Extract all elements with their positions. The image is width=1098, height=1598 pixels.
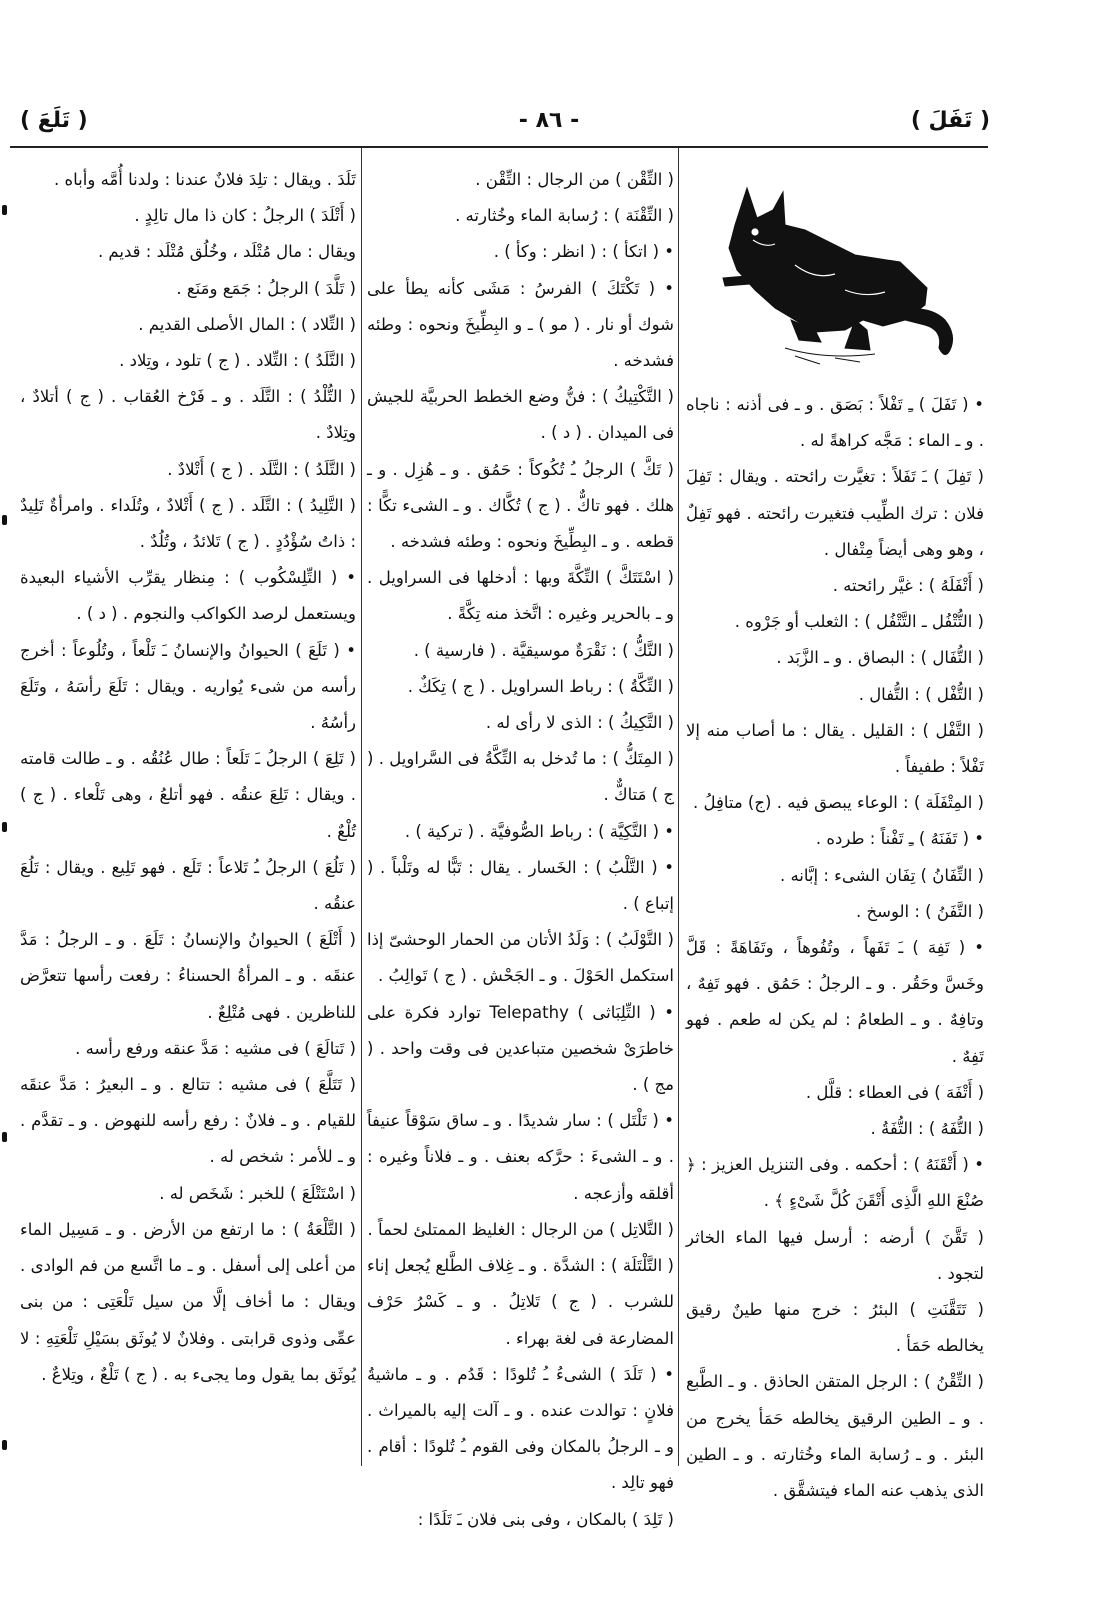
entry: ( التِّلاد ) : المال الأصلى القديم .	[138, 314, 356, 334]
entry: ( تَلِدَ ) بالمكان ، وفى بنى فلان ـَ تَلَدًا :	[417, 1509, 674, 1529]
entry: • ( تَلَعَ ) الحيوانُ والإنسانُ ـَ تَلْعاً ، وتُلُوعاً : أخرج رأسه من شىء يُواريه . ويقال : تَلَعَ رأسَهُ ، وتَلَعَ رأسُهُ .	[20, 640, 356, 733]
entry: ( التِّقْنُ ) : الرجل المتقن الحاذق . و ـ الطَّبع . و ـ الطين الرقيق يخالطه حَمَأ يخرج من البئر . و ـ رُسابة الماء وخُثارته . و ـ الطين الذى يذهب عنه الماء فيتشقَّق .	[686, 1372, 984, 1501]
entry: ( التَّلَدُ ) : التِّلاد . ( ج ) تلود ، وتِلاد .	[119, 351, 356, 371]
entry: ( التُّتْفُل ـ التَّتْفُل ) : الثعلب أو جَرْوه .	[734, 612, 984, 632]
entry: ( التَّلِيدُ ) : التَّلَد . ( ج ) أَتْلادٌ ، وتُلَداء . وامرأةٌ تَلِيدٌ : ذاتُ سُؤْدُدٍ . ( ج ) تَلائدُ ، وتُلُدٌ .	[20, 495, 356, 552]
entry: ( التُّفَهُ ) : التُّفَةُ .	[870, 1119, 984, 1139]
entry: ( التَّلْتَلَة ) : الشدَّة . و ـ غِلاف الطَّلع يُجعل إناء للشرب . ( ج ) تَلاتِلُ . و ـ كَسْرُ حَرْف المضارعة فى لغة بهراء .	[367, 1256, 674, 1348]
entry: ( التِّفَانُ ) تِفَان الشىء : إبَّانه .	[779, 865, 984, 885]
header-left-entry: ( تَلَعَ )	[20, 108, 88, 133]
column-left	[20, 162, 356, 1467]
entry: • ( أَتْقَنَهُ ) : أحكمه . وفى التنزيل العزيز : ﴿ صُنْعَ اللهِ الَّذِى أَتْقَنَ كُلَّ شَىْءٍ ﴾ .	[686, 1155, 984, 1211]
entry: ( تَلُعَ ) الرجلُ ـُ تَلاعاً : تَلَع . فهو تَلِيع . ويقال : تَلُعَ عنقُه .	[20, 857, 356, 914]
entry: ( المِتْفَلَة ) : الوعاء يبصق فيه . (ج) متافِلُ .	[692, 793, 984, 813]
entry: • ( التِّلِسْكُوب ) : مِنظار يقرِّب الأشياء البعيدة ويستعمل لرصد الكواكب والنجوم . ( د ) .	[20, 568, 356, 624]
header-right-entry: ( تَفَلَ )	[910, 108, 990, 133]
entry: ( تَفِلَ ) ـَ تَفَلاً : تغيَّرت رائحته . ويقال : تَفِلَ فلان : ترك الطِّيب فتغيرت رائحته . فهو تَفِلٌ ، وهو وهى أيضاً مِتْفال .	[686, 467, 984, 559]
entry: ( تَقَّنَ ) أرضه : أرسل فيها الماء الخاثر لتجود .	[686, 1227, 984, 1283]
entry: ( التَّلاتِل ) من الرجال : الغليظ الممتلئ لحماً .	[367, 1219, 674, 1239]
entry: ( تَتَلَّعَ ) فى مشيه : تتالع . و ـ البعيرُ : مَدَّ عنقَه للقيام . و ـ فلانٌ : رفع رأسه للنهوض . و ـ تقدَّم . و ـ للأمر : شخص له .	[20, 1075, 356, 1167]
entry: ( اسْتَتْلَعَ ) للخبر : شَخَص له .	[159, 1183, 356, 1203]
entry: • ( اتكأ ) : ( انظر : وكأ ) .	[493, 242, 674, 262]
entry: ( التَّكُّ ) : نَقْرَةٌ موسيقيَّة . ( فارسية ) .	[413, 640, 674, 660]
entry: • ( تَكْتَكَ ) الفرسُ : مَشَى كأنه يطأ على شوك أو نار . ( مو ) ـ و البِطِّيخَ ونحوه : وطئه فشدخه .	[367, 278, 674, 371]
entry: ( التَّكِيكُ ) : الذى لا رأى له .	[485, 713, 674, 733]
entry: ( اسْتَتَكَّ ) التِّكَّةَ وبها : أدخلها فى السراويل . و ـ بالحرير وغيره : اتَّخذ منه تِكَّةً .	[367, 568, 674, 624]
page-number: - ٨٦ -	[518, 108, 580, 133]
entry: • ( تَفَنَهُ ) ـِ تَفْناً : طرده .	[815, 829, 984, 849]
entry: ( التِّكَّةُ ) : رباط السراويل . ( ج ) تِكَكٌ .	[407, 676, 674, 696]
entry: ( تَتَقَّنَتِ ) البئرُ : خرج منها طينٌ رقيق يخالطه حَمَأ .	[686, 1300, 984, 1356]
entry: ( المِتَكُّ ) : ما تُدخل به التِّكَّةُ فى السَّراويل . ( ج ) مَتاكٌّ .	[367, 749, 674, 805]
column-divider	[361, 148, 362, 1466]
entry: • ( تَلْتَل ) : سار شديدًا . و ـ ساق سَوْقاً عنيفاً . و ـ الشىءَ : حرَّكه بعنف . و ـ فلاناً وغيره : أقلقه وأزعجه .	[367, 1111, 674, 1203]
entry: ( تَلِعَ ) الرجلُ ـَ تَلَعاً : طال عُنُقُه . و ـ طالت قامته . ويقال : تَلِعَ عنقُه . فهو أتلعُ ، وهى تَلْعاء . ( ج ) تُلْعٌ .	[20, 749, 356, 841]
entry: ( أَتْفَلَهُ ) : غيَّر رائحته .	[832, 576, 984, 596]
entry: ( تَتالَعَ ) فى مشيه : مَدَّ عنقه ورفع رأسه .	[75, 1038, 356, 1058]
entry: • ( التِّلِبَاثى ) Telepathy توارد فكرة على خاطرَىْ شخصين متباعدين فى وقت واحد . ( مج ) .	[367, 1002, 674, 1095]
entry: ( التَّكْتِيكُ ) : فنُّ وضع الخطط الحربيَّة للجيش فى الميدان . ( د ) .	[367, 387, 674, 443]
entry: ( التَّلْعَةُ ) : ما ارتفع من الأرض . و ـ مَسِيل الماء من أعلى إلى أسفل . و ـ ما اتَّسع من فم الوادى . ويقال : ما أخاف إلَّا من سيل تَلْعَتِى : من بنى عمِّى وذوى قرابتى . وفلانٌ لا يُوثَق بسَيْلِ تَلْعَتِهِ : لا يُوثَق بما يقول وما يجىء به . ( ج ) تَلْعٌ ، وتِلاعٌ .	[20, 1219, 356, 1384]
entry: ( التَّفَنُ ) : الوسخ .	[855, 901, 984, 921]
entry: ( أَتْلَعَ ) الحيوانُ والإنسانُ : تَلَعَ . و ـ الرجلُ : مَدَّ عنقَه . و ـ المرأةُ الحسناءُ : رفعت رأسها تتعرَّض للناظرين . فهى مُتْلِعٌ .	[20, 930, 356, 1022]
entry: تَلَدَ . ويقال : تلِدَ فلانٌ عندنا : ولدنا أُمَّه وأباه .	[54, 170, 356, 189]
entry: • ( تَفَلَ ) ـِ تَفْلاً : بَصَق . و ـ فى أذنه : ناجاه . و ـ الماء : مَجَّه كراهةً له .	[686, 395, 984, 451]
entry: ( التُّفَال ) : البصاق . و ـ الزَّبَد .	[776, 648, 984, 668]
column-divider	[678, 148, 679, 1466]
entry: ( التَّوْلَبُ ) : وَلَدُ الأتان من الحمار الوحشىّ إذا استكمل الحَوْلَ . و ـ الجَحْش . ( ج ) تَوالِبُ .	[367, 930, 674, 986]
entry: ( التِّقْن ) من الرجال : التِّقْن .	[475, 170, 674, 189]
entry: ( تَلَّدَ ) الرجلُ : جَمَع ومَنَع .	[176, 278, 356, 298]
entry: ( تَكَّ ) الرجلُ ـُ تُكُوكاً : حَمُق . و ـ هُزِل . و ـ هلك . فهو تاكٌّ . ( ج ) تُكَّاك . و ـ الشىء تكًّا : قطعه . و ـ البِطِّيخَ ونحوه : وطئه فشدخه .	[367, 459, 674, 552]
entry: ( التُّفْل ) : التُّفال .	[858, 684, 984, 704]
entry: • ( تَفِهَ ) ـَ تَفَهاً ، وتُفُوهاً ، وتَفَاهَةً : قَلَّ وخَسَّ وحَقُر . و ـ الرجلُ : حَمُق . فهو تَفِهٌ ، وتافِهٌ . و ـ الطعامُ : لم يكن له طعم . فهو تَفِهٌ .	[686, 938, 984, 1066]
column-middle	[367, 162, 674, 1529]
entry: • ( التَّلْبُ ) : الخَسار . يقال : تَبًّا له وتَلْباً . ( إتباع ) .	[367, 857, 674, 914]
entry: ( التُّلْدُ ) : التَّلَد . و ـ فَرْخ العُقاب . ( ج ) أتلادٌ ، وتِلادٌ .	[20, 387, 356, 443]
entry: ( التَّفْل ) : القليل . يقال : ما أصاب منه إلا تَفْلاً : طفيفاً .	[686, 720, 984, 777]
header-rule	[10, 146, 988, 148]
entry: ( التَّلَدُ ) : التَّلَد . ( ج ) أَتْلادٌ .	[167, 459, 356, 479]
entry: ( التِّقْنَة ) : رُسابة الماء وخُثارته .	[455, 206, 674, 226]
entry: • ( تَلَدَ ) الشىءُ ـُ تُلودًا : قَدُم . و ـ ماشيةُ فلانٍ : توالدت عنده . و ـ آلت إليه بالميراث . و ـ الرجلُ بالمكان وفى القوم ـُ تُلودًا : أقام . فهو تالِد .	[367, 1364, 674, 1493]
column-right	[686, 162, 984, 1501]
entry: • ( التَّكِيَّة ) : رباط الصُّوفيَّة . ( تركية ) .	[404, 821, 674, 841]
entry: ويقال : مال مُتْلَد ، وخُلُق مُتْلَد : قديم .	[97, 242, 356, 262]
entry: ( أَتْفَهَ ) فى العطاء : قلَّل .	[805, 1082, 984, 1102]
entry: ( أَتْلَدَ ) الرجلُ : كان ذا مال تالِدٍ .	[134, 206, 356, 226]
